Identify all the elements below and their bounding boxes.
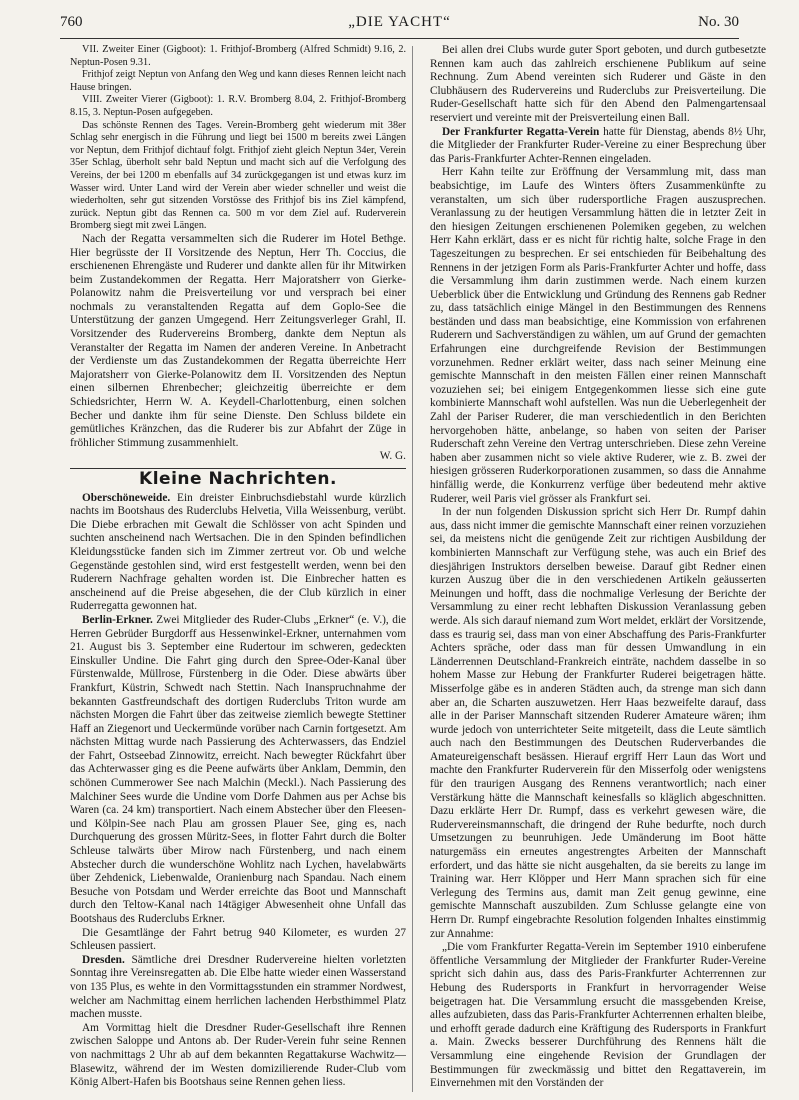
section-title: Kleine Nachrichten. [139, 469, 337, 489]
news-item-berlin-erkner [70, 614, 406, 927]
header-rule [60, 38, 739, 39]
kahn-speech: Herr Kahn teilte zur Eröffnung der Versammlung mit, dass man beabsichtige, im Laufe des Winters öfters Zusammenkünfte zu veranstalten, um sich über rudersportliche Fragen auszusprechen. Veranlassung zu der heutigen Versammlung hätten die in letzter Zeit in den hiesigen Zeitungen erschienenen Polemiken gegeben, zu welchen Herr Kahn erklärt, dass er es nicht für richtig halte, solche Frage in den Tageszeitungen zu besprechen. Er sei entschieden für Beibehaltung des Rennens in der jetzigen Form als Paris-Frankfurter Achter und hoffe, dass die Versammlung ihm darin zustimmen werde. Nach einem kurzen Ueberblick über die Entwicklung und Gründung des Rennens gab Redner zu, dass tatsächlich einige Mängel in den Bestimmungen des Rennens beständen und dass man beabsichtige, eine Kommission von erfahrenen Ruderern und Sachverständigen zu wählen, um auf Grund der gemachten Erfahrungen eine durchgreifende Revision der Bestimmungen vorzunehmen. Redner erklärt weiter, dass nach seiner Meinung eine gemischte Mannschaft in den meisten Fällen einer reinen Mannschaft vozuziehen sei; bei einigem Entgegenkommen liesse sich eine gute kombinierte Mannschaft wohl aufstellen. Was nun die Ueberlegenheit der Zahl der Pariser Ruderer, die man verschiedentlich in den Berichten hervorgehoben hätte, anbelange, so haben von seiten der Pariser Ruderschaft zehn Vereine den Vertrag unterschrieben. Diese zehn Vereine haben aber zusammen nicht so viele aktive Ruderer, wie z. B. zwei der hiesigen grösseren Ruderkorporationen zusammen, so dass die Annahme hinfällig werde, die Konkurrenz verfüge über bedeutend mehr aktive Ruderer, weil Paris viel grösser als Frankfurt sei. [430, 166, 766, 505]
news-item-dresden [70, 954, 406, 1022]
news-place: Berlin-Erkner. [82, 613, 153, 626]
right-column [430, 44, 766, 1092]
author-signature: W. G. [379, 450, 406, 463]
news-text: Ein dreister Einbruchsdiebstahl wurde kürzlich nachts im Bootshaus des Ruderclubs Helvetia, Villa Weissenburg, verübt. Die Diebe erbrachen mit Gewalt die Schlösser von acht Spinden und suchten anscheinend nach Wertsachen. Die in den Spinden befindlichen Kleidungsstücke fanden sich im Zimmer zertreut vor. Ob und welche Gegenstände gestohlen sind, wird erst festgestellt werden, wenn bei den Ruderern Nachfrage gehalten worden ist. Die Einbrecher hatten es anscheinend auf die Preise abgesehen, die der Club kürzlich in einer Ruderregatta gewonnen hat. [70, 491, 406, 613]
frankfurt-meeting-intro [430, 126, 766, 167]
resolution: „Die vom Frankfurter Regatta-Verein im September 1910 einberufene öffentliche Versammlung der Mitglieder der Frankfurter Ruder-Vereine spricht sich dahin aus, dass des Paris-Frankfurter Achterrennen zur Hebung des Rudersports in Frankfurt in hervorragender Weise beigetragen hat. Die Versammlung ersucht die massgebenden Kreise, alles aufzubieten, dass das Paris-Frankfurter Achterrennen erhalten bleibe, und erhofft gerade dadurch eine Kräftigung des Rudersports in Frankfurt a. Main. Zwecks besserer Durchführung des Rennens hält die Versammlung eine eingehende Revision der Grundlagen der Bestimmungen für zweckmässig und bittet den Regattaverein, im Einvernehmen mit den Vorständen der [430, 941, 766, 1090]
news-text: Zwei Mitglieder des Ruder-Clubs „Erkner“ (e. V.), die Herren Gebrüder Burgdorff aus Hessenwinkel-Erkner, unternahmen vom 21. August bis 3. September eine Rudertour im schweren, gedeckten Einskuller Undine. Die Fahrt ging durch den Spree-Oder-Kanal über Fürstenwalde, Müllrose, Fürstenberg in die Oder. Diese abwärts über Frankfurt, Küstrin, Schwedt nach Stettin. Nach Inanspruchnahme der bekannten Gastfreundschaft des dortigen Ruderclubs Triton wurde am nächsten Morgen die Fahrt über das zeitweise ziemlich bewegte Stettiner Haff an Ziegenort und Ueckermünde vorüber nach Carnin fortgesetzt. Am nächsten Mittag wurde nach Passierung des Achterwassers, das Endziel der Fahrt, Ostseebad Zinnowitz, erreicht. Nach bewegter Rückfahrt über das Achterwasser ging es die Peene aufwärts über Anklam, Demmin, den schönen Cummerower See nach Malchin (Meckl.). Nach Passierung des Malchiner Sees wurde die Undine vom Dorfe Dahmen aus per Achse bis Waren (ca. 24 km) transportiert. Nach einem Abstecher über den Fleesen- und Kölpin-See nach Plau am grossen Plauer See, ging es, nach Durchquerung des grossen Müritz-Sees, in flotter Fahrt durch die Bolter Schleuse talwärts über Mirow nach Fürstenberg, und nach einem Abstecher durch die wunderschöne Wohlitz nach Lychen, havelabwärts über Zehdenick, Liebenwalde, Oranienburg nach Spandau. Nach einem Besuche von Potsdam und Werder erreichte das Boot und Mannschaft durch den Teltow-Kanal nach 14tägiger Abwesenheit ohne Unfall das Bootshaus des Ruderclubs Erkner. [70, 613, 406, 925]
news-text: Die Gesamtlänge der Fahrt betrug 940 Kilometer, es wurden 27 Schleusen passiert. [70, 926, 406, 953]
regatta-result-8: VIII. Zweiter Vierer (Gigboot): 1. R.V. Bromberg 8.04, 2. Frithjof-Bromberg 8.15, 3. Neptun-Posen aufgegeben. [70, 94, 406, 118]
news-item-tour-length [70, 927, 406, 954]
column-divider [412, 46, 413, 1092]
issue-number: No. 30 [698, 14, 739, 30]
left-column [70, 44, 406, 1092]
news-place: Dresden. [82, 953, 125, 966]
journal-title: „DIE YACHT“ [348, 14, 451, 30]
news-text: Sämtliche drei Dresdner Rudervereine hielten vorletzten Sonntag ihre Vereinsregatten ab. Die Elbe hatte wieder einen Wasserstand von 135 Plus, es wehte in den Vormittagsstunden ein strammer Nordwest, welcher am Nachmittag einem herrlichen lachenden Herbsthimmel Platz machen musste. [70, 953, 406, 1021]
news-item-dresden-vormittag [70, 1022, 406, 1090]
meeting-title: Der Frankfurter Regatta-Verein [442, 125, 600, 138]
page-number: 760 [60, 14, 83, 30]
page-header [60, 14, 739, 38]
regatta-report: Nach der Regatta versammelten sich die Ruderer im Hotel Bethge. Hier begrüsste der II Vorsitzende des Neptun, Herr Th. Coccius, die erschienenen Ehrengäste und Ruderer und dankte allen für ihr Mitwirken beim Zustandekommen der Regatta. Herr Majoratsherr von Gierke-Polanowitz nahm die Preisverteilung vor und versprach bei einer nochmals zu veranstaltenden Regatta auf dem Goplo-See die Unterstützung der ganzen Umgegend. Herr Zeitungsverleger Grahl, II. Vorsitzender des Rudervereins Bromberg, dankte dem Neptun als Veranstalter der Regatta im Namen der anderen Vereine. In Anbetracht der Verdienste um das Zustandekommen der Regatta überreichte Herr Majoratsherr von Gierke-Polanowitz dem II. Vorsitzenden des Neptun einen silbernen Ehrenbecher; gleichzeitig überreichte er dem Schiedsrichter, Herrn W. A. Keydell-Charlottenburg, einen solchen Becher und dankte ihm für seine Dienste. Den Schluss bildete ein gemütliches Kränzchen, das die Ruderer bis zur Abfahrt der Züge in fröhlicher Stimmung zusammenhielt. [70, 232, 406, 449]
regatta-comment-8: Das schönste Rennen des Tages. Verein-Bromberg geht wiederum mit 38er Schlag sehr energisch in die Führung und liegt bei 1500 m bereits zwei Längen vor Neptun, dem Frithjof dichtauf folgt. Frithjof zieht gleich Neptun 34er, Verein 35er Schlag, überholt sehr bald Neptun und macht sich auf die Verfolgung des Vereins, der bei 1200 m ebenfalls auf 34 zurückgegangen ist und etwas kurz im Wasser wird. Unter Land wird der Verein aber wieder schneller und weist die wiederholten, sehr gut sitzenden Vorstösse des Frithjof bis ins Ziel kämpfend, zurück. Neptun gibt das Rennen ca. 500 m vor dem Ziel auf. Ruderverein Bromberg siegt mit zwei Längen. [70, 119, 406, 232]
news-text: Am Vormittag hielt die Dresdner Ruder-Gesellschaft ihre Rennen zwischen Saloppe und Antons ab. Der Ruder-Verein fuhr seine Rennen von nachmittags 2 Uhr ab auf dem bekannten Regattakurse Wachwitz—Blasewitz, während der im Westen domizilierende Ruder-Club vom König Albert-Hafen bis Bootshaus seine Rennen gehen liess. [70, 1021, 406, 1089]
news-place: Oberschöneweide. [82, 491, 171, 504]
news-item-oberschoeneweide [70, 492, 406, 614]
regatta-result-7: VII. Zweiter Einer (Gigboot): 1. Frithjof-Bromberg (Alfred Schmidt) 9.16, 2. Neptun-Posen 9.31. [70, 44, 406, 68]
meeting-text: hatte für Dienstag, abends 8½ Uhr, die Mitglieder der Frankfurter Ruder-Vereine zu einer Besprechung über das Paris-Frankfurter Achter-Rennen eingeladen. [430, 125, 766, 165]
dresden-continuation: Bei allen drei Clubs wurde guter Sport geboten, und durch gutbesetzte Rennen kam auch das zahlreich erschienene Publikum auf seine Rechnung. Zum Abend vereinten sich Ruderer und Gäste in den Clubhäusern des Rudervereins und Ruderclubs zur Preisverteilung. Die Ruder-Gesellschaft hatte sich für den Abend den Palmengartensaal reserviert und vereinte mit der Preisverteilung einen Ball. [430, 44, 766, 124]
discussion: In der nun folgenden Diskussion spricht sich Herr Dr. Rumpf dahin aus, dass nicht immer die gemischte Mannschaft einer reinen vorzuziehen sei, da meistens nicht die genügende Zeit zur richtigen Ausbildung der kombinierten Mannschaft zur Verfügung stehe, was auch ein Brief des diesjährigen Instruktors derselben beweise. Darauf gibt Redner einen kurzen Auszug über die in den verschiedenen Artikeln geäusserten Meinungen und hofft, dass die nochmalige Verlesung der Berichte der Versammlung zu einer recht lebhaften Diskussion Veranlassung geben werde. Als sich darauf niemand zum Wort meldet, erklärt der Vorsitzende, dass es traurig sei, dass man von einer Abschaffung des Paris-Frankfurter Achters spräche, oder dass man für dessen Umwandlung in ein Länderrennen Deutschland-Frankreich einträte, nachdem dasselbe in so hohem Masse zur Hebung der Frankfurter Ruderei beigetragen hätte. Misserfolge gäbe es in anderen Städten auch, da strenge man sich dann aber an, die Scharten auszuwetzen. Herr Haas bezweifelte darauf, dass alle in der Pariser Mannschaft sitzenden Ruderer Amateure wären; ihm wurde jedoch von unterrichteter Seite mitgeteilt, dass die Leute sämtlich auch nach den Bestimmungen des Deutschen Ruderverbandes die Amateureigenschaft besässen. Hierauf ergriff Herr Laun das Wort und machte den Frankfurter Ruderverein für den Misserfolg oder wenigstens für den traurigen Ausgang des Rennens verantwortlich; nach einer Verstärkung hätte die Mannschaft keinesfalls so kläglich abgeschnitten. Dazu erklärte Herr Dr. Rumpf, dass es verkehrt gewesen wäre, die Rudervereinsmannschaft, die dringend der Ruhe bedurfte, noch durch Umsetzungen zu beunruhigen. Jede Umänderung im Boot hätte naturgemäss ein erneutes angestrengtes Arbeiten der Mannschaft erfordert, und das hätte sie nicht ausgehalten, da sie bereits zu lange im Training war. Herr Klöpper und Herr Mann sprachen sich für eine Verlegung des Termins aus, damit man Zeit genug gewinne, eine gemischte Mannschaft auszubilden. Zum Schlusse gelangte eine von Herrn Dr. Rumpf eingebrachte Resolution folgenden Inhaltes einstimmig zur Annahme: [430, 506, 766, 940]
regatta-comment-7: Frithjof zeigt Neptun von Anfang den Weg und kann dieses Rennen leicht nach Hause bringen. [70, 69, 406, 93]
